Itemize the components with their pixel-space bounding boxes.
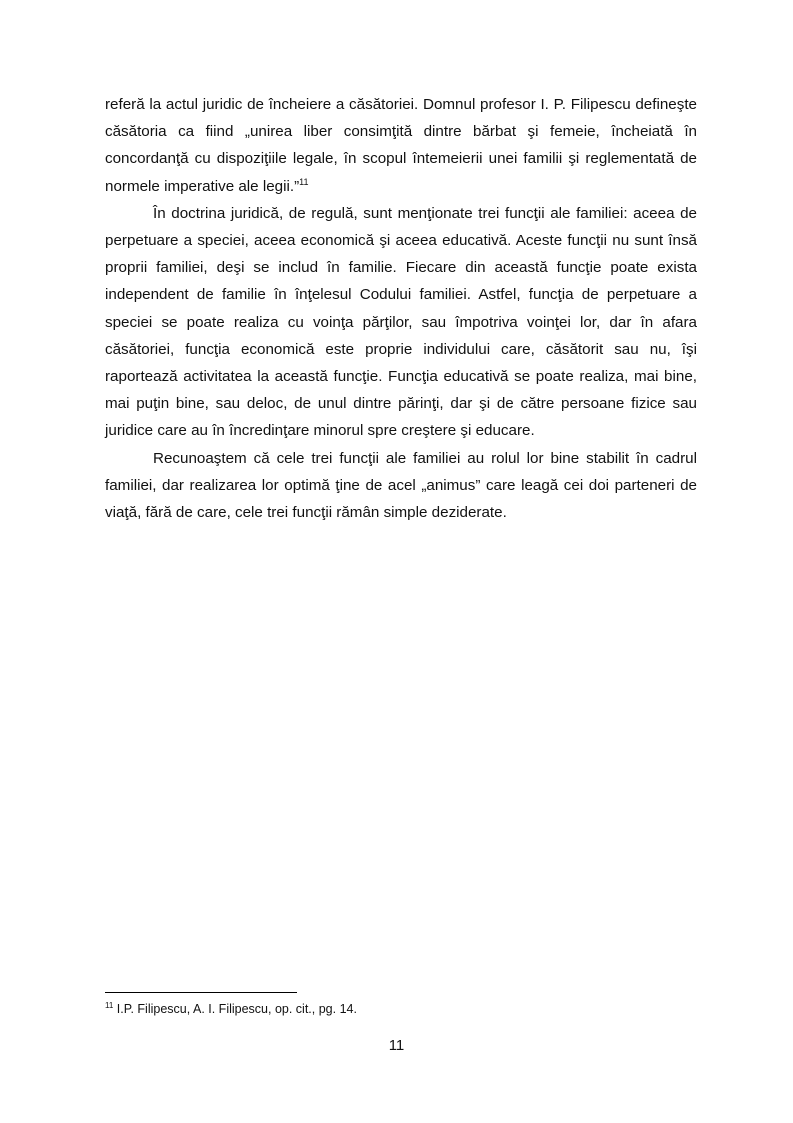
body-text — [105, 91, 697, 526]
footnote-number: 11 — [105, 1001, 114, 1010]
paragraph-1 — [105, 91, 697, 200]
footnote-reference: 11 — [299, 176, 309, 187]
paragraph-3: Recunoaştem că cele trei funcţii ale familiei au rolul lor bine stabilit în cadrul familiei, dar realizarea lor optimă ţine de acel „animus” care leagă cei doi parteneri de viaţă, fără de care, cele trei funcţii rămân simple deziderate. — [105, 449, 697, 522]
paragraph-2: În doctrina juridică, de regulă, sunt menţionate trei funcţii ale familiei: aceea de perpetuare a speciei, aceea economică şi aceea educativă. Aceste funcţii nu sunt însă proprii familiei, deşi se includ în familie. Fiecare din această funcţie poate exista independent de familie în înţelesul Codului familiei. Astfel, funcţia de perpetuare a speciei se poate realiza cu voinţa părţilor, sau împotriva voinţei lor, dar în afara căsătoriei, funcţia economică este proprie individului care, căsătorit sau nu, îşi raportează activitatea la această funcţie. Funcţia educativă se poate realiza, mai bine, mai puţin bine, sau deloc, de unul dintre părinţi, dar şi de către persoane fizice sau juridice care au în încredinţare minorul spre creştere şi educare. — [105, 204, 697, 440]
paragraph-1-text: referă la actul juridic de încheiere a căsătoriei. Domnul profesor I. P. Filipescu defineşte căsătoria ca fiind „unirea liber consimţită dintre bărbat şi femeie, încheiată în concordanţă cu dispoziţiile legale, în scopul întemeierii unei familii şi reglementată de normele imperative ale legii.” — [105, 96, 697, 195]
footnote-text: I.P. Filipescu, A. I. Filipescu, op. cit., pg. 14. — [113, 1002, 357, 1016]
footnote-separator — [105, 992, 297, 993]
page-number: 11 — [388, 1037, 405, 1054]
footnote — [105, 1001, 357, 1017]
